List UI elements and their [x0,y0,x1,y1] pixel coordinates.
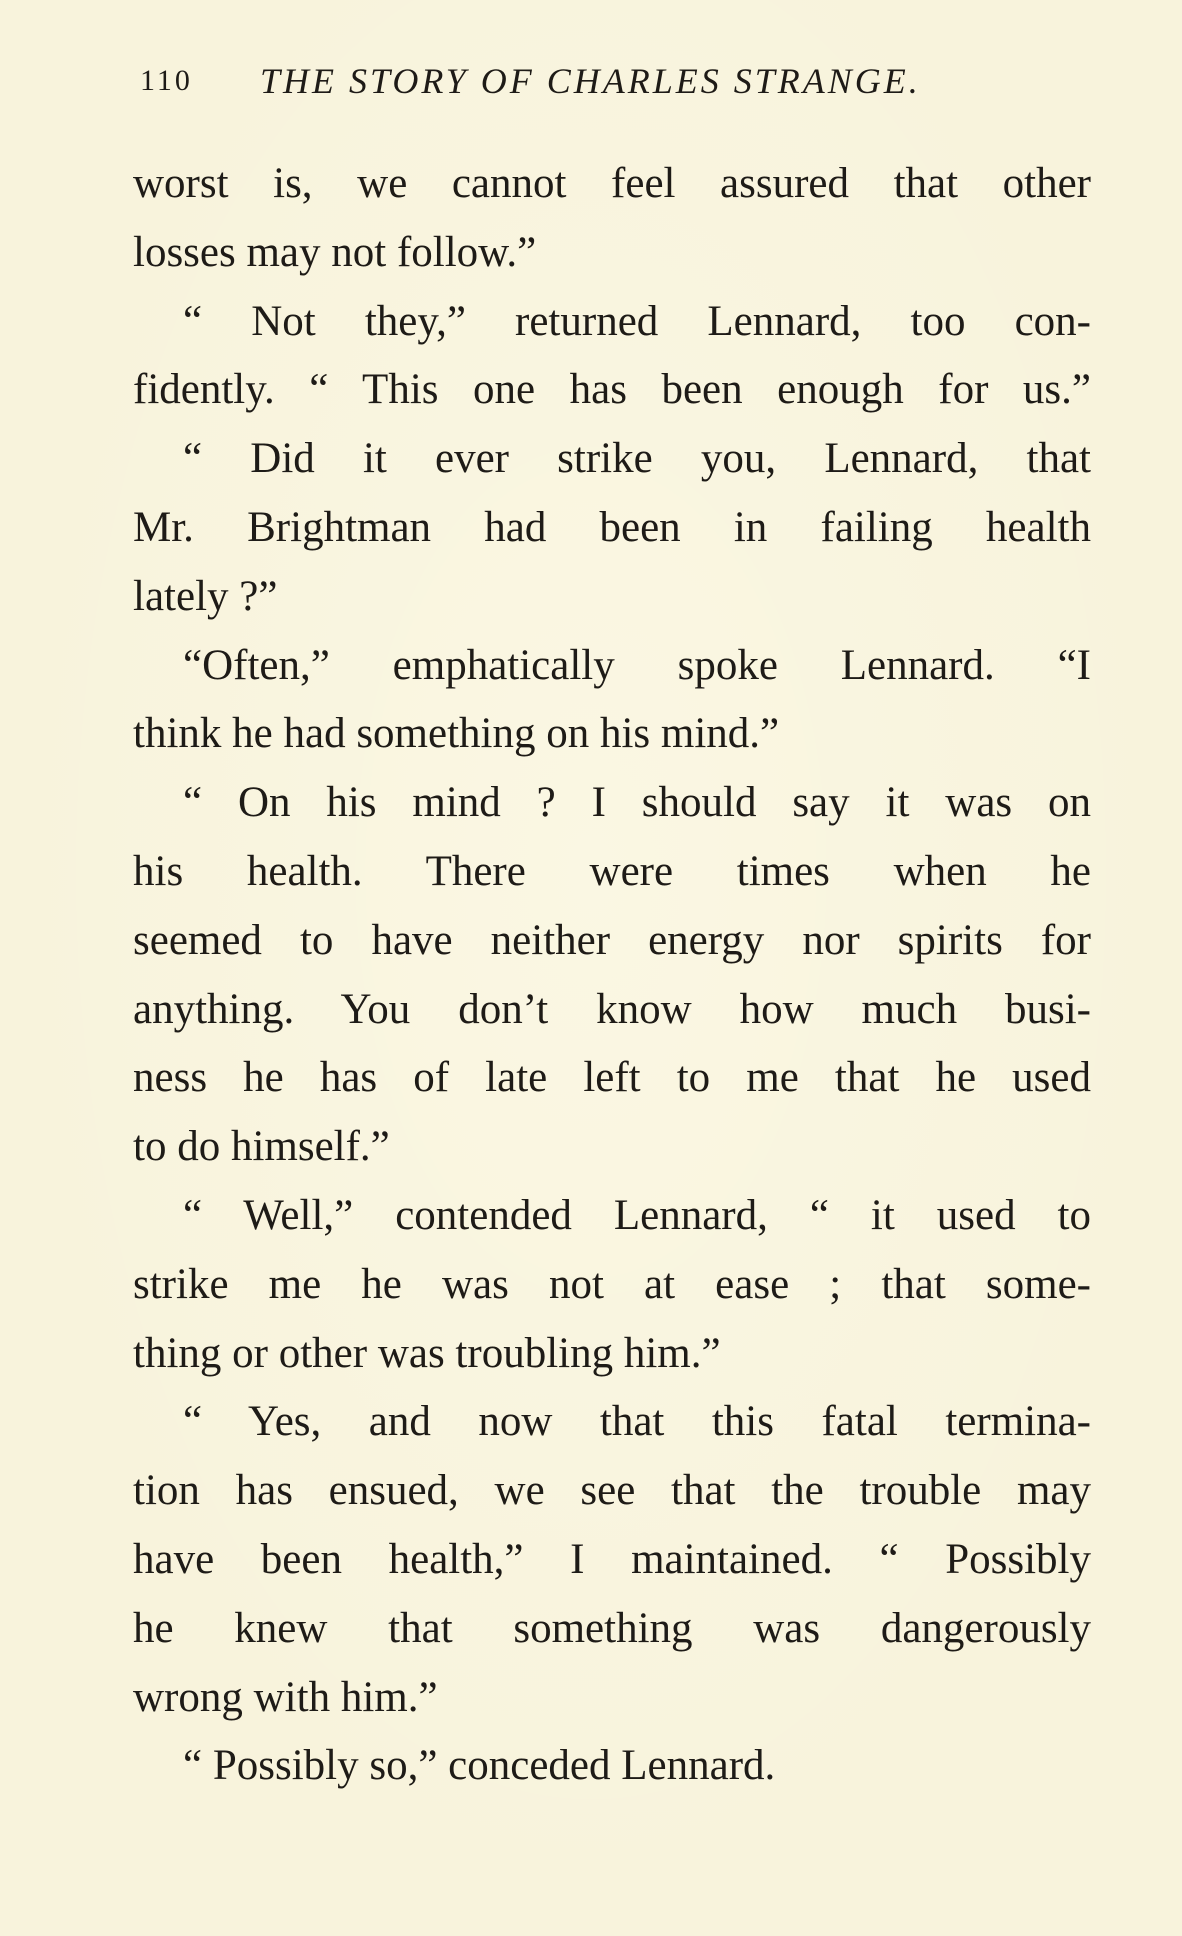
page-number: 110 [140,64,193,97]
text-line: strike me he was not at ease ; that some- [133,1260,1091,1308]
text-line: “ Yes, and now that this fatal termina- [183,1398,1091,1446]
text-line: he knew that something was dangerously [133,1604,1091,1652]
text-line: “ Did it ever strike you, Lennard, that [183,435,1091,483]
text-line: wrong with him.” [133,1673,438,1721]
body-text [133,150,1091,1801]
text-line: “ Well,” contended Lennard, “ it used to [183,1191,1091,1239]
text-line: his health. There were times when he [133,847,1091,895]
text-line: tion has ensued, we see that the trouble may [133,1467,1091,1515]
text-line: anything. You don’t know how much busi- [133,985,1091,1033]
text-line: “ On his mind ? I should say it was on [183,779,1091,827]
text-line: have been health,” I maintained. “ Possibly [133,1535,1091,1583]
text-line: to do himself.” [133,1123,390,1171]
text-line: fidently. “ This one has been enough for us.” [133,366,1091,414]
text-line: thing or other was troubling him.” [133,1329,721,1377]
text-line: lately ?” [133,572,278,620]
page-header [140,60,1020,110]
text-line: “Often,” emphatically spoke Lennard. “I [183,641,1091,689]
text-line: worst is, we cannot feel assured that other [133,160,1091,207]
text-line: ness he has of late left to me that he used [133,1054,1091,1102]
text-line: losses may not follow.” [133,228,537,276]
text-line: Mr. Brightman had been in failing health [133,503,1091,551]
text-line: seemed to have neither energy nor spirits for [133,916,1091,964]
text-line: think he had something on his mind.” [133,710,780,758]
text-line: “ Possibly so,” conceded Lennard. [183,1742,776,1790]
text-line: “ Not they,” returned Lennard, too con- [183,297,1091,345]
running-title: THE STORY OF CHARLES STRANGE. [260,61,921,101]
